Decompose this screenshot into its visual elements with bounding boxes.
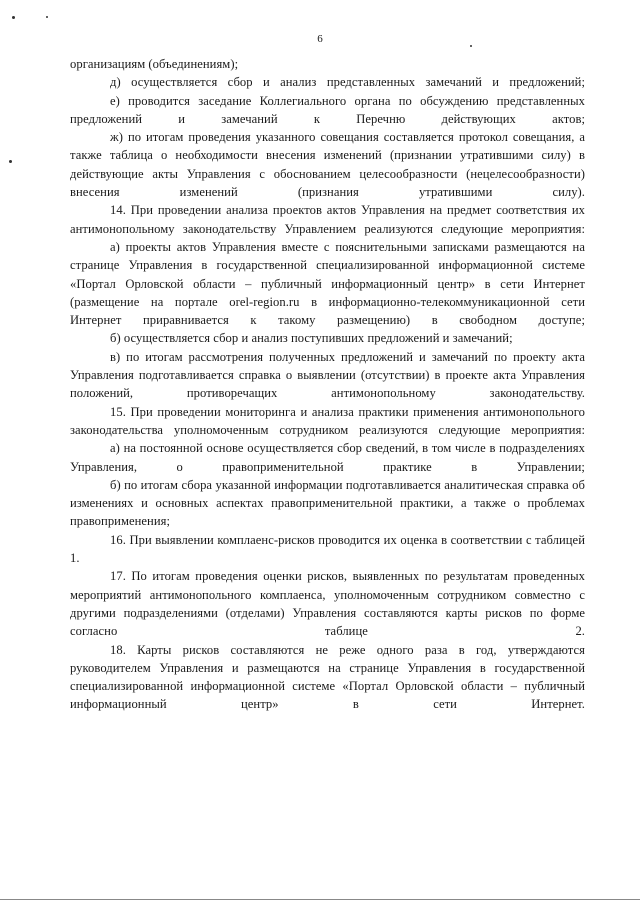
scan-speck (470, 45, 472, 47)
paragraph: д) осуществляется сбор и анализ представленных замечаний и предложений; (110, 75, 585, 90)
paragraph: 15. При проведении мониторинга и анализа практики применения антимонопольного законодательства уполномоченным сотрудником реализуются следующие мероприятия: (70, 404, 585, 437)
paragraph: организациям (объединениям); (70, 57, 239, 71)
paragraph: б) по итогам сбора указанной информации подготавливается аналитическая справка об изменениях и основных аспектах правоприменительной практики, а также о проблемах правоприменения; (70, 477, 585, 529)
paragraph: 17. По итогам проведения оценки рисков, выявленных по результатам проведенных мероприятий антимонопольного комплаенса, уполномоченным сотрудником совместно с другими подразделениями (отделами) Управления составляются карты рисков по форме согласно таблице 2. (70, 569, 585, 639)
scan-speck (46, 16, 48, 18)
scan-speck (9, 160, 12, 163)
paragraph: ж) по итогам проведения указанного совещания составляется протокол совещания, а также таблица о необходимости внесения изменений (признании утратившими силу) в действующие акты Управления с обоснованием целесообразности (нецелесообразности) внесения изменений (признания утратившими силу). (70, 130, 585, 200)
scan-edge-line (0, 899, 640, 900)
paragraph: а) на постоянной основе осуществляется сбор сведений, в том числе в подразделениях Управления, о правоприменительной практике в Управлении; (70, 441, 585, 474)
scan-speck (12, 16, 15, 19)
paragraph: б) осуществляется сбор и анализ поступивших предложений и замечаний; (110, 331, 513, 346)
document-body (70, 55, 585, 714)
paragraph: в) по итогам рассмотрения полученных предложений и замечаний по проекту акта Управления подготавливается справка о выявлении (отсутствии) в проекте акта Управления положений, противоречащих антимонопольному законодательству. (70, 349, 585, 401)
paragraph: 14. При проведении анализа проектов актов Управления на предмет соответствия их антимонопольному законодательству Управлением реализуются следующие мероприятия: (70, 203, 585, 236)
page-number: 6 (317, 33, 323, 45)
paragraph: 18. Карты рисков составляются не реже одного раза в год, утверждаются руководителем Управления и размещаются на странице Управления в государственной специализированной информационной системе «Портал Орловской области – публичный информационный центр» в сети Интернет. (70, 642, 585, 712)
paragraph: а) проекты актов Управления вместе с пояснительными записками размещаются на странице Управления в государственной специализированной информационной системе «Портал Орловской области – публичный информационный центр» в сети Интернет (размещение на портале orel-region.ru в информационно-телекоммуникационной сети Интернет приравнивается к такому размещению) в свободном доступе; (70, 239, 585, 328)
paragraph: е) проводится заседание Коллегиального органа по обсуждению представленных предложений и замечаний к Перечню действующих актов; (70, 93, 585, 126)
paragraph: 16. При выявлении комплаенс-рисков проводится их оценка в соответствии с таблицей 1. (70, 532, 585, 566)
